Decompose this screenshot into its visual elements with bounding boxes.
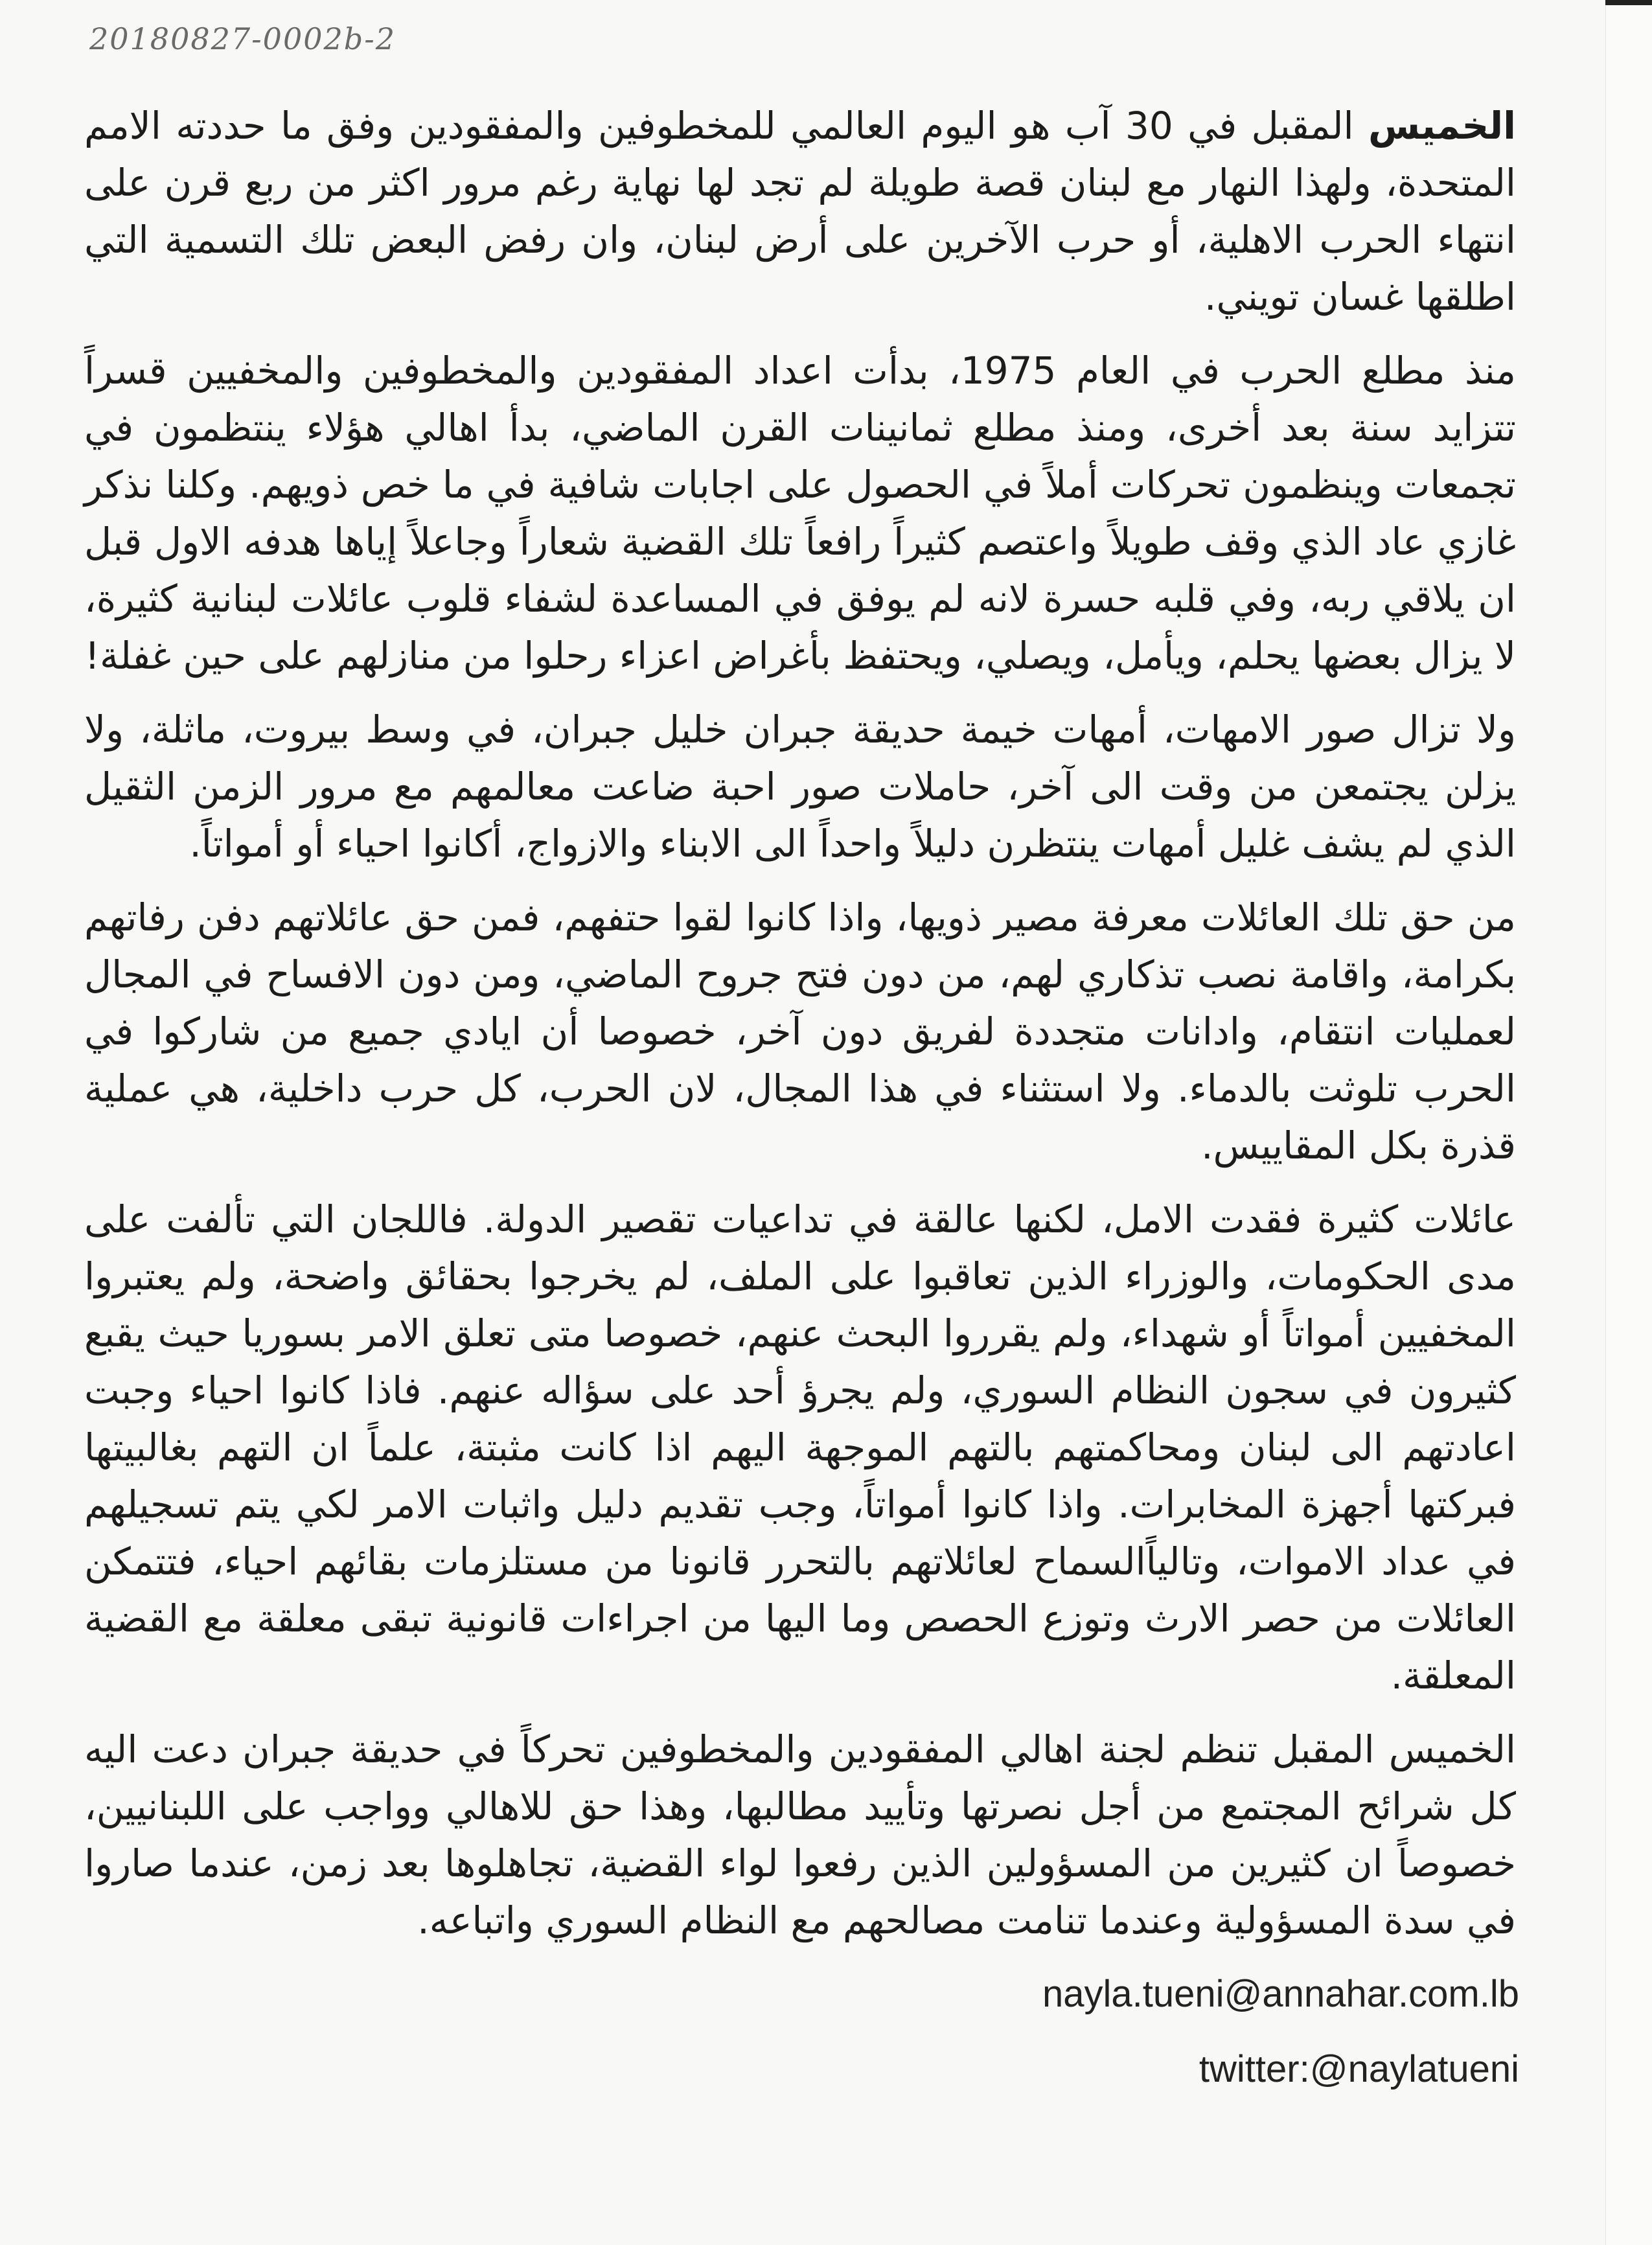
author-contacts bbox=[0, 1968, 1519, 2095]
paragraph-6: الخميس المقبل تنظم لجنة اهالي المفقودين والمخطوفين تحركاً في حديقة جبران دعت اليه كل شرائح المجتمع من أجل نصرتها وتأييد مطالبها، وهذا حق للاهالي وواجب على اللبنانيين، خصوصاً ان كثيرين من المسؤولين الذين رفعوا لواء القضية، تجاهلوها بعد زمن، عندما صاروا في سدة المسؤولية وعندما تنامت مصالحهم مع النظام السوري واتباعه. bbox=[84, 1727, 1516, 1942]
lead-word: الخميس bbox=[1368, 104, 1516, 148]
article-body bbox=[84, 97, 1516, 1949]
paragraph-1 bbox=[84, 97, 1516, 325]
paragraph-5: عائلات كثيرة فقدت الامل، لكنها عالقة في تداعيات تقصير الدولة. فاللجان التي تألفت على مدى الحكومات، والوزراء الذين تعاقبوا على الملف، لم يخرجوا بحقائق واضحة، ولم يعتبروا المخفيين أمواتاً أو شهداء، ولم يقرروا البحث عنهم، خصوصا متى تعلق الامر بسوريا حيث يقبع كثيرون في سجون النظام السوري، ولم يجرؤ أحد على سؤاله عنهم. فاذا كانوا احياء وجبت اعادتهم الى لبنان ومحاكمتهم بالتهم الموجهة اليهم اذا كانت مثبتة، علماً ان التهم بغالبيتها فبركتها أجهزة المخابرات. واذا كانوا أمواتاً، وجب تقديم دليل واثبات الامر لكي يتم تسجيلهم في عداد الاموات، وتالياًالسماح لعائلاتهم بالتحرر قانونا من مستلزمات بقائهم احياء، فتتمكن العائلات من حصر الارث وتوزع الحصص وما اليها من اجراءات قانونية تبقى معلقة مع القضية المعلقة. bbox=[84, 1197, 1516, 1698]
paragraph-4: من حق تلك العائلات معرفة مصير ذويها، واذا كانوا لقوا حتفهم، فمن حق عائلاتهم دفن رفاتهم بكرامة، واقامة نصب تذكاري لهم، من دون فتح جروح الماضي، ومن دون الافساح في المجال لعمليات انتقام، وادانات متجددة لفريق دون آخر، خصوصا أن ايادي جميع من شاركوا في الحرب تلوثت بالدماء. ولا استثناء في هذا المجال، لان الحرب، كل حرب داخلية، هي عملية قذرة بكل المقاييس. bbox=[84, 895, 1516, 1168]
author-twitter: twitter:@naylatueni bbox=[1199, 2048, 1519, 2090]
paragraph-1-text: المقبل في 30 آب هو اليوم العالمي للمخطوفين والمفقودين وفق ما حددته الامم المتحدة، ولهذا النهار مع لبنان قصة طويلة لم تجد لها نهاية رغم مرور اكثر من ربع قرن على انتهاء الحرب الاهلية، أو حرب الآخرين على أرض لبنان، وان رفض البعض تلك التسمية التي اطلقها غسان تويني. bbox=[84, 104, 1516, 319]
paragraph-2: منذ مطلع الحرب في العام 1975، بدأت اعداد المفقودين والمخطوفين والمخفيين قسراً تتزايد سنة بعد أخرى، ومنذ مطلع ثمانينات القرن الماضي، بدأ اهالي هؤلاء ينتظمون في تجمعات وينظمون تحركات أملاً في الحصول على اجابات شافية في ما خص ذويهم. وكلنا نذكر غازي عاد الذي وقف طويلاً واعتصم كثيراً رافعاً تلك القضية شعاراً وجاعلاً إياها هدفه الاول قبل ان يلاقي ربه، وفي قلبه حسرة لانه لم يوفق في المساعدة لشفاء قلوب عائلات لبنانية كثيرة، لا يزال بعضها يحلم، ويأمل، ويصلي، ويحتفظ بأغراض اعزاء رحلوا من منازلهم على حين غفلة! bbox=[84, 349, 1516, 678]
author-email: nayla.tueni@annahar.com.lb bbox=[1042, 1973, 1519, 2015]
handwritten-reference-number: 20180827-0002b-2 bbox=[89, 21, 396, 56]
paragraph-3: ولا تزال صور الامهات، أمهات خيمة حديقة جبران خليل جبران، في وسط بيروت، ماثلة، ولا يزلن يجتمعن من وقت الى آخر، حاملات صور احبة ضاعت معالمهم مع مرور الزمن الثقيل الذي لم يشف غليل أمهات ينتظرن دليلاً واحداً الى الابناء والازواج، أكانوا احياء أو أمواتاً. bbox=[84, 708, 1516, 866]
